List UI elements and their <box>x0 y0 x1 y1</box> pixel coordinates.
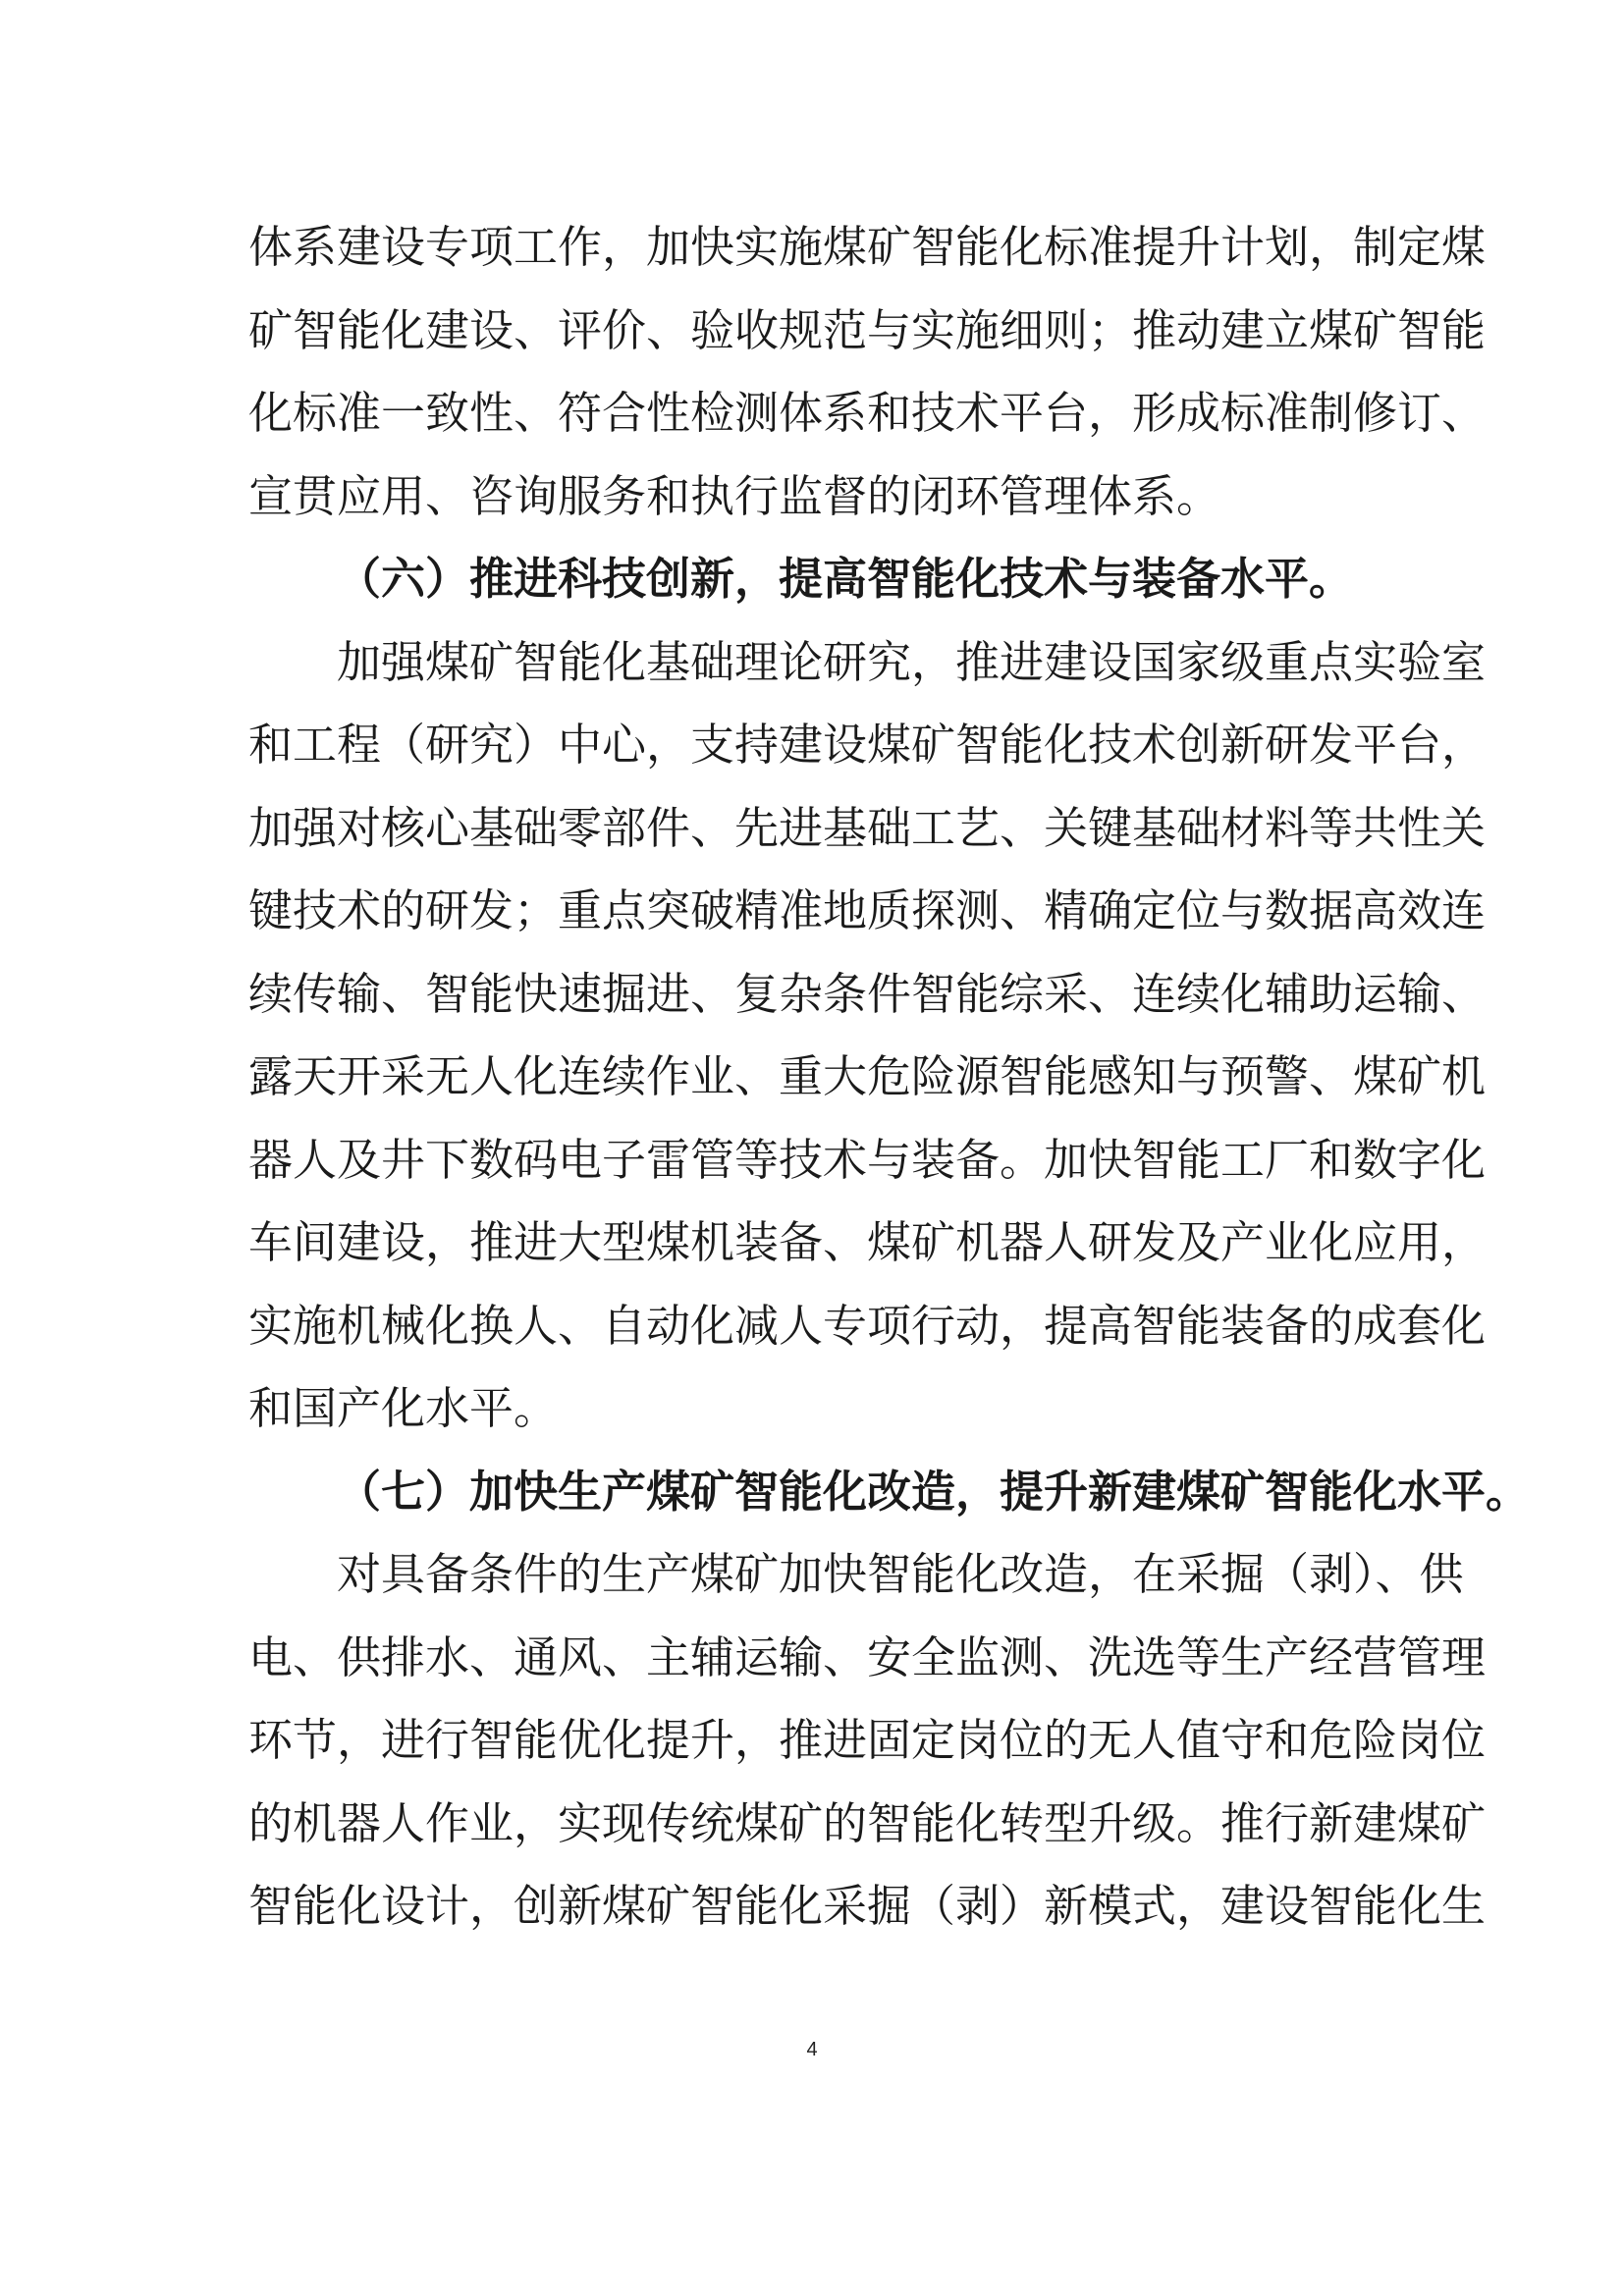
body-text-line: 露天开采无人化连续作业、重大危险源智能感知与预警、煤矿机 <box>248 1050 1487 1102</box>
body-text-line: 和工程（研究）中心，支持建设煤矿智能化技术创新研发平台， <box>248 719 1487 771</box>
body-text-line: 加强对核心基础零部件、先进基础工艺、关键基础材料等共性关 <box>248 801 1487 854</box>
paragraph-first-line: 对具备条件的生产煤矿加快智能化改造，在采掘（剥）、供 <box>337 1548 1464 1600</box>
section-heading: （七）加快生产煤矿智能化改造，提升新建煤矿智能化水平。 <box>337 1465 1531 1518</box>
body-text-line: 体系建设专项工作，加快实施煤矿智能化标准提升计划，制定煤 <box>248 221 1487 273</box>
body-text-line: 电、供排水、通风、主辅运输、安全监测、洗选等生产经营管理 <box>248 1630 1487 1683</box>
body-text-line: 和国产化水平。 <box>248 1382 559 1434</box>
paragraph-first-line: 加强煤矿智能化基础理论研究，推进建设国家级重点实验室 <box>337 635 1487 688</box>
body-text-line: 矿智能化建设、评价、验收规范与实施细则；推动建立煤矿智能 <box>248 303 1487 356</box>
body-text-line: 键技术的研发；重点突破精准地质探测、精确定位与数据高效连 <box>248 884 1487 936</box>
page-number: 4 <box>806 2039 818 2060</box>
document-body <box>248 206 1531 1949</box>
body-text-line: 器人及井下数码电子雷管等技术与装备。加快智能工厂和数字化 <box>248 1133 1487 1186</box>
body-text-line: 的机器人作业，实现传统煤矿的智能化转型升级。推行新建煤矿 <box>248 1796 1487 1849</box>
body-text-line: 化标准一致性、符合性检测体系和技术平台，形成标准制修订、 <box>248 387 1487 439</box>
body-text-line: 实施机械化换人、自动化减人专项行动，提高智能装备的成套化 <box>248 1299 1487 1352</box>
body-text-line: 车间建设，推进大型煤机装备、煤矿机器人研发及产业化应用， <box>248 1216 1487 1268</box>
body-text-line: 智能化设计，创新煤矿智能化采掘（剥）新模式，建设智能化生 <box>248 1880 1487 1932</box>
body-text-line: 续传输、智能快速掘进、复杂条件智能综采、连续化辅助运输、 <box>248 967 1487 1020</box>
section-heading: （六）推进科技创新，提高智能化技术与装备水平。 <box>337 553 1354 605</box>
body-text-line: 宣贯应用、咨询服务和执行监督的闭环管理体系。 <box>248 469 1221 522</box>
body-text-line: 环节，进行智能优化提升，推进固定岗位的无人值守和危险岗位 <box>248 1714 1487 1766</box>
